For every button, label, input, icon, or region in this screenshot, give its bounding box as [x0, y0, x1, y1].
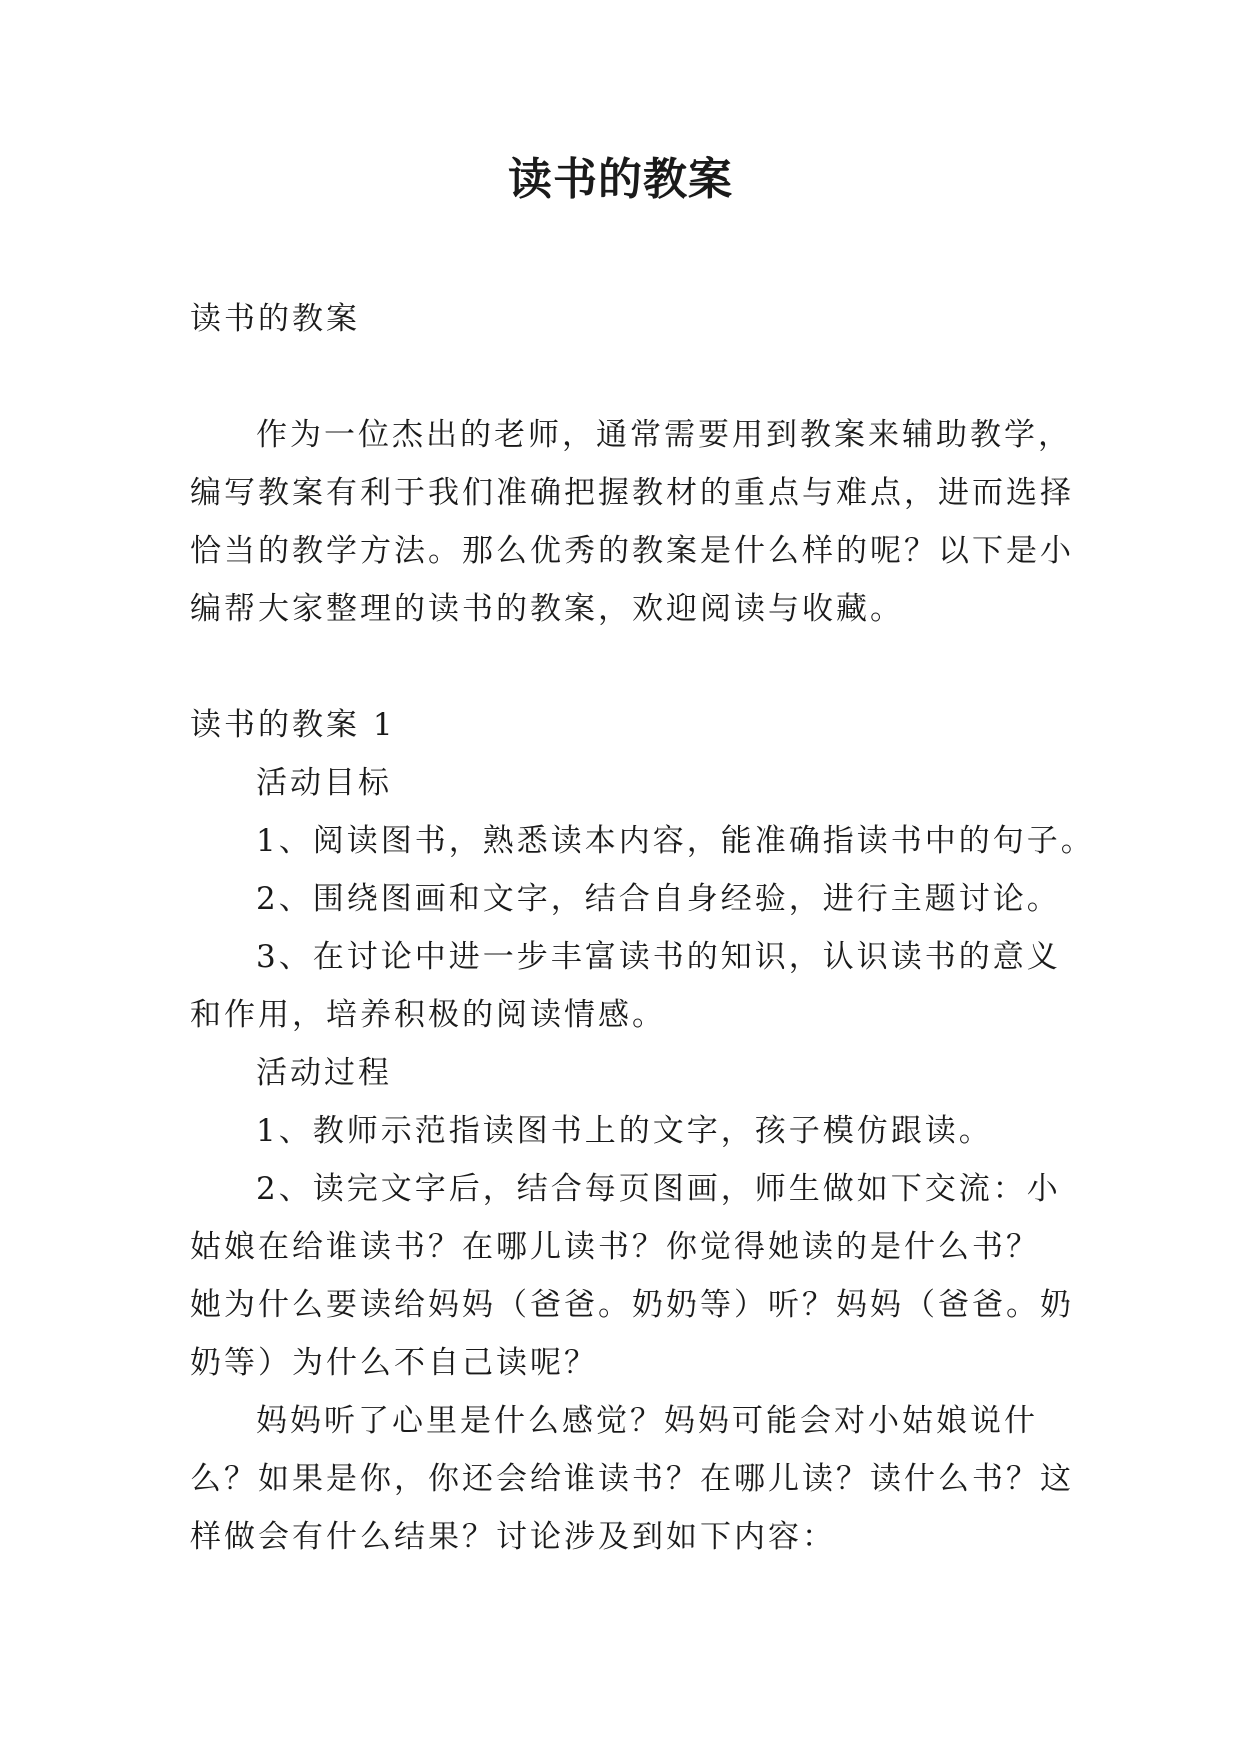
- intro-line: 编写教案有利于我们准确把握教材的重点与难点，进而选择: [190, 475, 1074, 511]
- intro-line: 恰当的教学方法。那么优秀的教案是什么样的呢？以下是小: [190, 533, 1074, 569]
- section-heading: 读书的教案 1: [190, 707, 396, 743]
- process-step-line: 她为什么要读给妈妈（爸爸。奶奶等）听？妈妈（爸爸。奶: [190, 1287, 1074, 1323]
- process-step-line: 2、读完文字后，结合每页图画，师生做如下交流：小: [256, 1171, 1061, 1207]
- spacer: [190, 638, 1070, 696]
- document-subtitle: 读书的教案: [190, 301, 360, 337]
- process-step-2-continued: [190, 1392, 1074, 1566]
- spacer: [190, 348, 1070, 406]
- intro-paragraph: [190, 406, 1074, 638]
- intro-line: 编帮大家整理的读书的教案，欢迎阅读与收藏。: [190, 591, 904, 627]
- process-step-line: 妈妈听了心里是什么感觉？妈妈可能会对小姑娘说什: [256, 1403, 1038, 1439]
- goal-item: 3、在讨论中进一步丰富读书的知识，认识读书的意义: [256, 939, 1061, 975]
- goal-item: 2、围绕图画和文字，结合自身经验，进行主题讨论。: [256, 881, 1061, 917]
- document-body: [190, 290, 1095, 1566]
- goals-heading: 活动目标: [256, 765, 392, 801]
- process-step-line: 姑娘在给谁读书？在哪儿读书？你觉得她读的是什么书？: [190, 1229, 1040, 1265]
- process-heading: 活动过程: [256, 1055, 392, 1091]
- process-step-line: 样做会有什么结果？讨论涉及到如下内容：: [190, 1519, 836, 1555]
- process-step-2: [190, 1160, 1074, 1392]
- goal-item: 1、阅读图书，熟悉读本内容，能准确指读书中的句子。: [256, 823, 1095, 859]
- intro-line: 作为一位杰出的老师，通常需要用到教案来辅助教学，: [256, 417, 1072, 453]
- process-step-line: 么？如果是你，你还会给谁读书？在哪儿读？读什么书？这: [190, 1461, 1074, 1497]
- document-title: 读书的教案: [508, 154, 733, 205]
- process-step: 1、教师示范指读图书上的文字，孩子模仿跟读。: [256, 1113, 993, 1149]
- process-step-line: 奶等）为什么不自己读呢？: [190, 1345, 598, 1381]
- goal-item-continued: 和作用，培养积极的阅读情感。: [190, 997, 666, 1033]
